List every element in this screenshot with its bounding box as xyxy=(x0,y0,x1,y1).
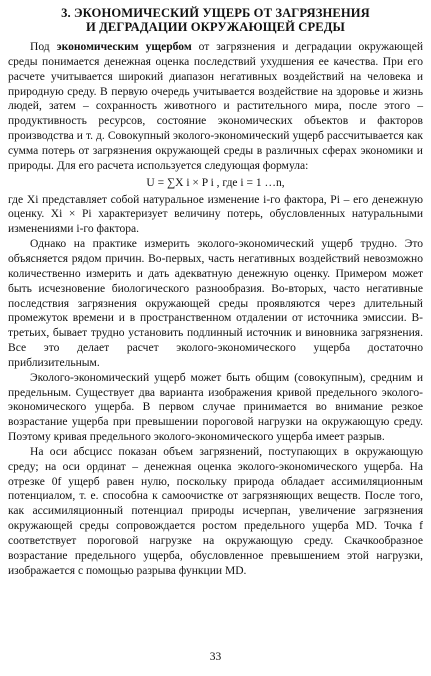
paragraph-axes-description: На оси абсцисс показан объем загрязнений, поступающих в окружающую среду; на оси ординат – денежная оценка эколого-экономического ущерба. На отрезке 0f ущерб равен нулю, поскольку природа обладает ассимиляционным потенциалом, т. е. способна к самоочистке от загрязняющих веществ. После того, как ассимиляционный потенциал природы исчерпан, увеличение загрязнения окружающей среды сопровождается ростом предельного ущерба MD. Точка f соответствует пороговой нагрузке на окружающую среду. Скачкообразное возрастание предельного ущерба, обусловленное превышением этой нагрузки, изображается с помощью разрыва функции MD. xyxy=(8,445,423,577)
heading-line-2: И ДЕГРАДАЦИИ ОКРУЖАЮЩЕЙ СРЕДЫ xyxy=(85,20,346,34)
damage-formula: U = ∑X i × P i , где i = 1 …n, xyxy=(146,176,285,189)
body-text xyxy=(8,40,423,579)
defined-term: экономическим ущербом xyxy=(56,41,192,53)
paragraph-text: Под xyxy=(30,41,57,53)
paragraph-measurement-difficulty: Однако на практике измерить эколого-экономический ущерб трудно. Это объясняется рядом причин. Во-первых, часть негативных воздействий невозможно количественно измерить и дать адекватную денежную оценку. Примером может быть исчезновение биологического разнообразия. Во-вторых, часто негативные последствия загрязнения окружающей среды проявляются через длительный промежуток времени и в пространственном отдалении от источника эмиссии. В-третьих, бывает трудно установить подлинный источник и виновника загрязнения. Все это делает расчет эколого-экономического ущерба достаточно приблизительным. xyxy=(8,238,423,369)
paragraph-formula-explanation: где Xi представляет собой натуральное изменение i-го фактора, Pi – его денежную оценку. Xi × Pi характеризует величину потерь, обусловленных натуральными изменениями i-го фактора. xyxy=(8,193,423,236)
section-heading xyxy=(8,6,423,34)
paragraph-text: от загрязнения и деградации окружающей среды понимается денежная оценка последствий ухудшения ее качества. При его расчете учитывается широкий диапазон негативных воздействий на человека и природную среду. В первую очередь учитывается воздействие на здоровье и жизнь людей, затем – сохранность животного и растительного мира, после этого – продуктивность ресурсов, состояние экономических объектов и факторов производства и т. д. Совокупный эколого-экономический ущерб рассчитывается как сумма потерь от загрязнения окружающей среды в различных сферах экономики и природы. Для его расчета используется следующая формула: xyxy=(8,41,423,172)
heading-line-1: 3. ЭКОНОМИЧЕСКИЙ УЩЕРБ ОТ ЗАГРЯЗНЕНИЯ xyxy=(61,6,370,20)
paragraph-damage-types: Эколого-экономический ущерб может быть общим (совокупным), средним и предельным. Существует два варианта изображения кривой предельного эколого-экономического ущерба. В первом случае принимается во внимание резкое возрастание ущерба при превышении пороговой нагрузки на окружающую среду. Поэтому кривая предельного эколого-экономического ущерба имеет разрыв. xyxy=(8,371,423,444)
page-number: 33 xyxy=(209,651,222,663)
paragraph-definition xyxy=(8,40,423,174)
